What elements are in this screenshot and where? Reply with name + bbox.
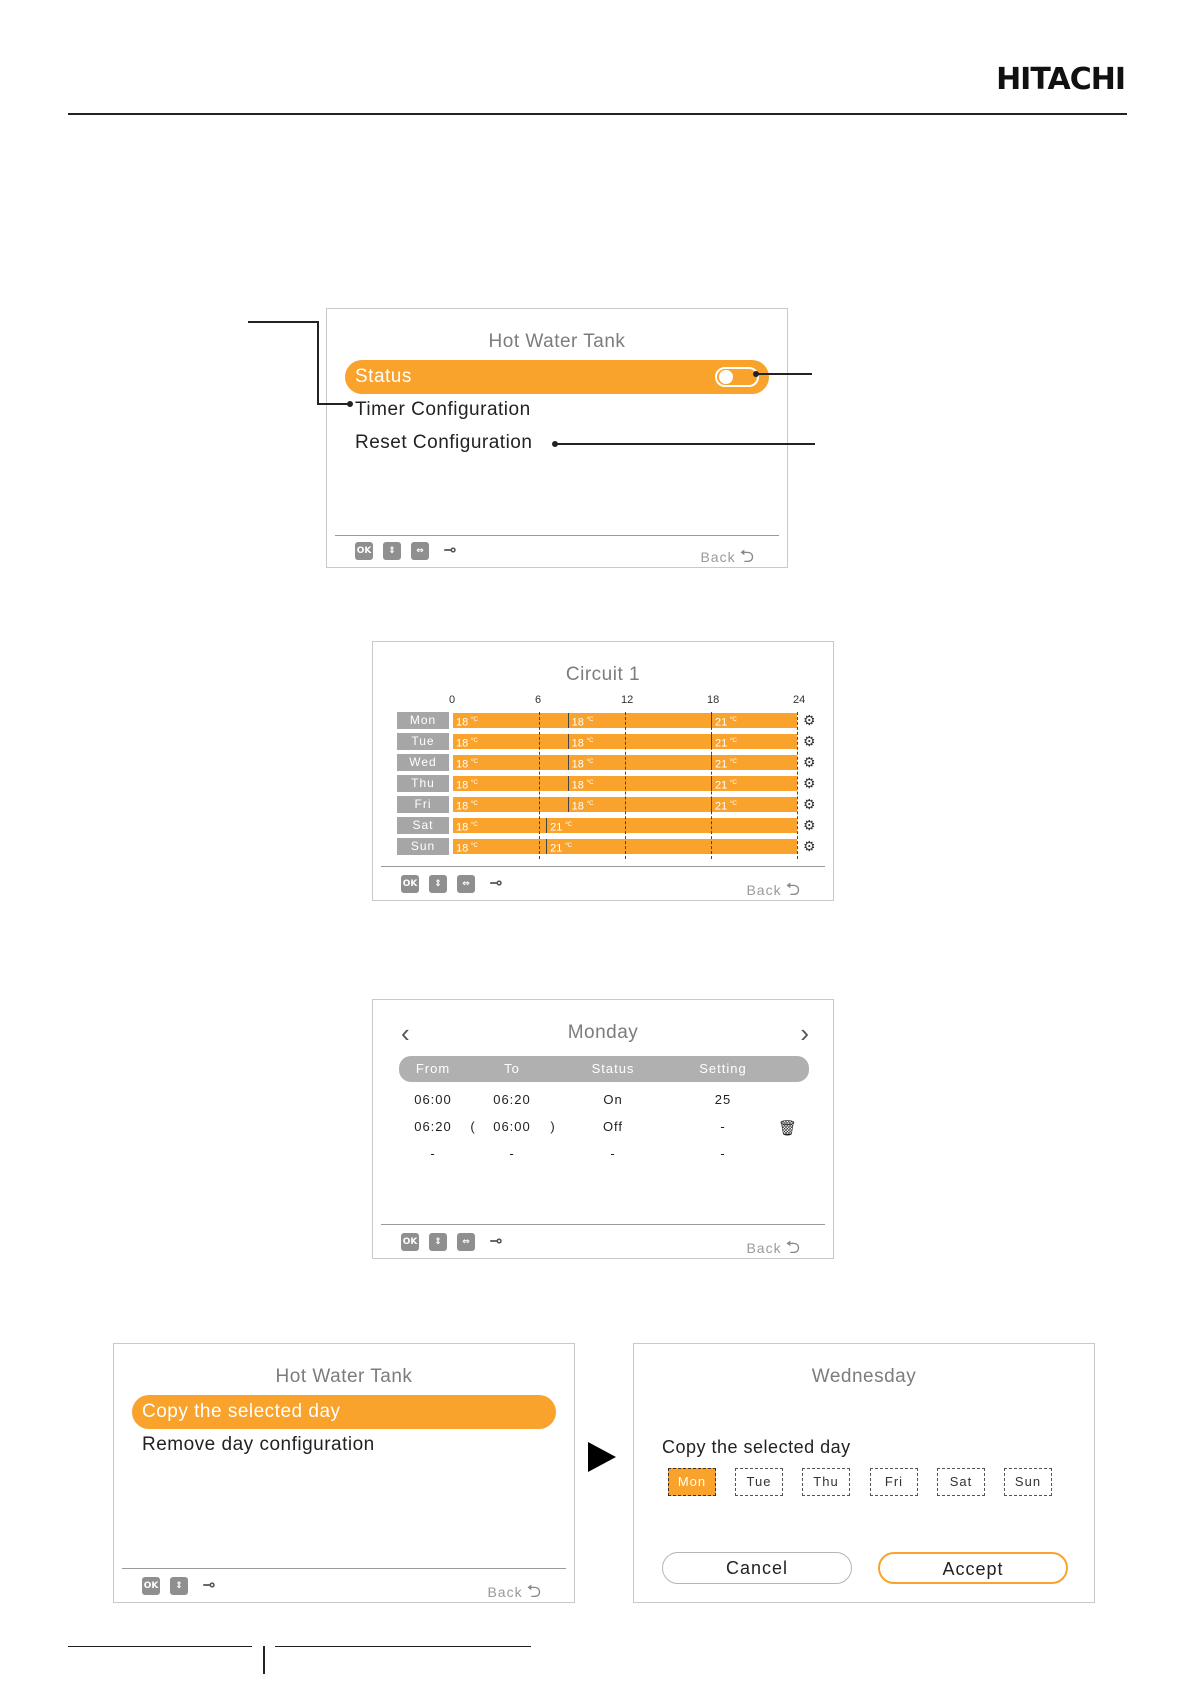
menu-item-timer-configuration[interactable]: Timer Configuration (355, 399, 531, 420)
day-chip-sun[interactable]: Sun (1004, 1468, 1052, 1496)
cell-setting: 25 (714, 1092, 732, 1107)
day-label: Thu (397, 775, 449, 792)
status-toggle[interactable] (715, 367, 759, 387)
hour-tick: 6 (535, 694, 542, 706)
cell-to: 06:20 (493, 1092, 531, 1107)
day-chip-mon[interactable]: Mon (668, 1468, 716, 1496)
footer-rule-divider (263, 1646, 265, 1674)
menu-item-remove-day-configuration[interactable]: Remove day configuration (142, 1434, 375, 1455)
hour-gridline (711, 712, 712, 859)
schedule-segment[interactable]: 18 $^{ºC}$ (456, 842, 478, 855)
panel-title: Hot Water Tank (488, 331, 626, 352)
toggle-knob (719, 370, 733, 384)
day-label: Sat (397, 817, 449, 834)
hour-tick: 24 (793, 694, 806, 706)
cell-to: 06:00 (493, 1119, 531, 1134)
schedule-segment[interactable]: 21 $^{ºC}$ (711, 776, 797, 791)
col-status: Status (591, 1061, 635, 1076)
menu-item-reset-configuration[interactable]: Reset Configuration (355, 432, 533, 453)
cell-status: - (610, 1146, 616, 1161)
up-down-icon: ⇕ (383, 542, 401, 560)
gear-icon[interactable]: ⚙ (803, 712, 816, 728)
footer-divider (122, 1568, 566, 1569)
hour-tick: 18 (707, 694, 720, 706)
cell-from: - (430, 1146, 436, 1161)
menu-item-status[interactable] (345, 360, 769, 394)
trash-icon[interactable]: 🗑 (777, 1120, 799, 1137)
wrench-icon: ⊸ (202, 1575, 216, 1594)
back-arrow-icon: ⮌ (785, 879, 801, 899)
callout-line (756, 373, 812, 375)
footer-rule-left (68, 1646, 252, 1647)
schedule-segment[interactable]: 18 $^{ºC}$ (456, 800, 478, 813)
footer-divider (381, 866, 825, 867)
header-rule (68, 113, 1127, 115)
ok-icon: OK (401, 875, 419, 893)
menu-item-copy-selected-day[interactable] (132, 1395, 556, 1429)
back-arrow-icon: ⮌ (526, 1581, 542, 1601)
day-chip-fri[interactable]: Fri (870, 1468, 918, 1496)
panel-hot-water-tank (326, 308, 788, 568)
panel-title: Circuit 1 (565, 664, 641, 685)
up-down-icon: ⇕ (429, 1233, 447, 1251)
day-label: Wed (397, 754, 449, 771)
back-label: Back (746, 882, 782, 898)
panel-title: Hot Water Tank (275, 1366, 413, 1387)
schedule-segment[interactable]: 18 $^{ºC}$ (456, 821, 478, 834)
schedule-segment[interactable]: 18 $^{ºC}$ (568, 755, 711, 770)
callout-dot (347, 401, 353, 407)
col-to: To (504, 1061, 520, 1076)
menu-item-label: Status (355, 366, 412, 387)
cell-setting: - (720, 1119, 726, 1134)
day-label: Mon (397, 712, 449, 729)
cell-from: 06:00 (414, 1092, 452, 1107)
schedule-segment[interactable]: 18 $^{ºC}$ (456, 716, 478, 729)
back-button[interactable] (746, 1235, 801, 1265)
cell-setting: - (720, 1146, 726, 1161)
schedule-segment[interactable]: 18 $^{ºC}$ (456, 758, 478, 771)
wrench-icon: ⊸ (489, 1231, 503, 1250)
schedule-segment[interactable]: 21 $^{ºC}$ (711, 713, 797, 728)
gear-icon[interactable]: ⚙ (803, 775, 816, 791)
panel-day-detail (372, 999, 834, 1259)
schedule-segment[interactable]: 21 $^{ºC}$ (546, 839, 797, 854)
panel-copy-day-dialog (633, 1343, 1095, 1603)
day-label: Sun (397, 838, 449, 855)
day-chip-thu[interactable]: Thu (802, 1468, 850, 1496)
weekly-schedule-grid (397, 694, 827, 864)
left-right-icon: ⇔ (457, 875, 475, 893)
schedule-segment[interactable]: 18 $^{ºC}$ (456, 737, 478, 750)
callout-line (317, 321, 319, 405)
cell-from: 06:20 (414, 1119, 452, 1134)
accept-button[interactable]: Accept (878, 1552, 1068, 1584)
footer-divider (335, 535, 779, 536)
back-button[interactable] (700, 544, 755, 574)
table-row[interactable] (373, 1092, 833, 1110)
wrench-icon: ⊸ (443, 540, 457, 559)
col-from: From (415, 1061, 451, 1076)
table-row[interactable] (373, 1119, 833, 1137)
back-arrow-icon: ⮌ (739, 546, 755, 566)
schedule-segment[interactable]: 18 $^{ºC}$ (456, 779, 478, 792)
cell-to: - (509, 1146, 515, 1161)
brand-logo: HITACHI (996, 62, 1125, 97)
callout-line (555, 443, 815, 445)
day-label: Fri (397, 796, 449, 813)
schedule-segment[interactable]: 18 $^{ºC}$ (568, 797, 711, 812)
up-down-icon: ⇕ (429, 875, 447, 893)
ok-icon: OK (355, 542, 373, 560)
up-down-icon: ⇕ (170, 1577, 188, 1595)
gear-icon[interactable]: ⚙ (803, 838, 816, 854)
day-chip-tue[interactable]: Tue (735, 1468, 783, 1496)
wrench-icon: ⊸ (489, 873, 503, 892)
panel-hot-water-tank-copy (113, 1343, 575, 1603)
hour-gridline (797, 712, 798, 859)
back-button[interactable] (746, 877, 801, 907)
cell-paren: ( (470, 1119, 476, 1134)
schedule-segment[interactable]: 18 $^{ºC}$ (568, 776, 711, 791)
ok-icon: OK (401, 1233, 419, 1251)
gear-icon[interactable]: ⚙ (803, 754, 816, 770)
footer-divider (381, 1224, 825, 1225)
schedule-segment[interactable]: 21 $^{ºC}$ (711, 755, 797, 770)
day-label: Tue (397, 733, 449, 750)
menu-item-label: Copy the selected day (142, 1401, 341, 1422)
footer-rule-right (275, 1646, 531, 1647)
cell-status: On (603, 1092, 623, 1107)
panel-circuit-schedule (372, 641, 834, 901)
callout-line (248, 321, 318, 323)
cell-paren: ) (550, 1119, 556, 1134)
back-button[interactable] (487, 1579, 542, 1609)
hour-gridline (625, 712, 626, 859)
left-right-icon: ⇔ (457, 1233, 475, 1251)
back-label: Back (487, 1584, 523, 1600)
back-label: Back (700, 549, 736, 565)
cancel-button[interactable]: Cancel (662, 1552, 852, 1584)
hour-gridline (539, 712, 540, 859)
arrow-right-icon (588, 1442, 616, 1472)
schedule-segment[interactable]: 21 $^{ºC}$ (711, 734, 797, 749)
schedule-segment[interactable]: 21 $^{ºC}$ (711, 797, 797, 812)
panel-title: Monday (567, 1022, 639, 1043)
day-chip-sat[interactable]: Sat (937, 1468, 985, 1496)
gear-icon[interactable]: ⚙ (803, 796, 816, 812)
left-right-icon: ⇔ (411, 542, 429, 560)
next-day-button[interactable]: › (800, 1018, 809, 1048)
hour-tick: 0 (449, 694, 456, 706)
schedule-segment[interactable]: 21 $^{ºC}$ (546, 818, 797, 833)
ok-icon: OK (142, 1577, 160, 1595)
col-setting: Setting (699, 1061, 747, 1076)
cell-status: Off (602, 1119, 624, 1134)
back-arrow-icon: ⮌ (785, 1237, 801, 1257)
schedule-segment[interactable]: 18 $^{ºC}$ (568, 734, 711, 749)
schedule-segment[interactable]: 18 $^{ºC}$ (568, 713, 711, 728)
gear-icon[interactable]: ⚙ (803, 733, 816, 749)
table-header (399, 1056, 809, 1082)
table-row[interactable] (373, 1146, 833, 1164)
gear-icon[interactable]: ⚙ (803, 817, 816, 833)
panel-title: Wednesday (811, 1366, 917, 1387)
prev-day-button[interactable]: ‹ (401, 1018, 410, 1048)
back-label: Back (746, 1240, 782, 1256)
hour-tick: 12 (621, 694, 634, 706)
copy-prompt: Copy the selected day (662, 1437, 851, 1457)
